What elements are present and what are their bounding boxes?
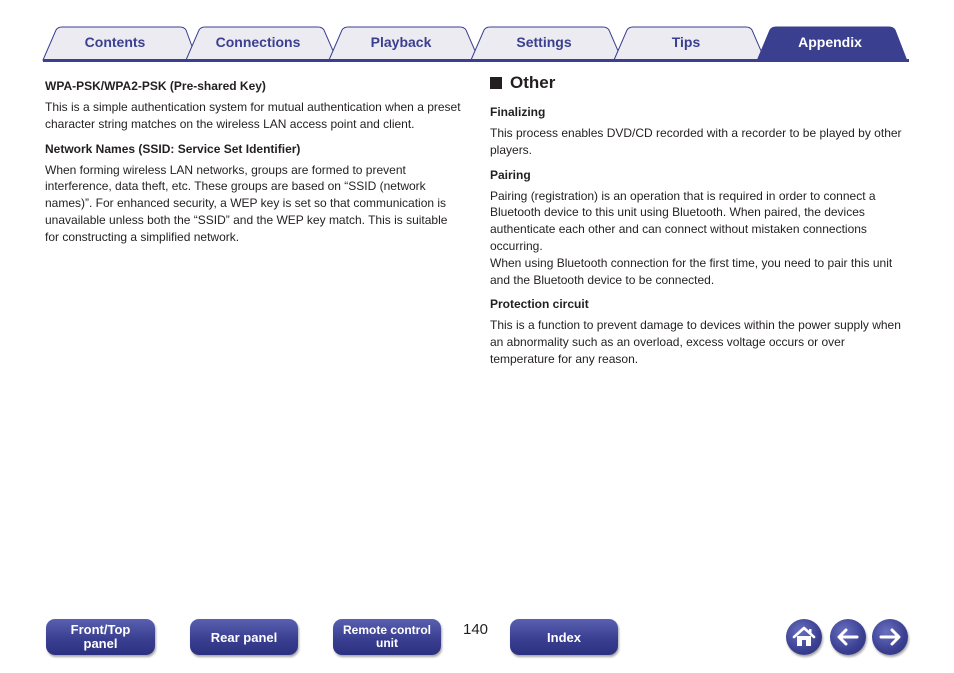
tab-bar	[0, 0, 954, 64]
tab-contents[interactable]: Contents	[84, 34, 146, 50]
index-button[interactable]	[510, 619, 618, 655]
back-button[interactable]	[830, 619, 866, 655]
black-square-icon	[490, 77, 502, 89]
section-title-text: Other	[510, 73, 556, 92]
right-column	[490, 73, 910, 376]
tab-baseline	[43, 59, 909, 62]
paragraph-ssid: When forming wireless LAN networks, groups are formed to prevent interference, data theft, etc. These groups are based on “SSID (network names)”. For enhanced security, a WEP key is set so that communication is unavailable unless both the “SSID” and the WEP key match. This is suitable for constructing a simplified network.	[45, 162, 448, 244]
front-top-panel-label-2: panel	[83, 636, 118, 651]
forward-button[interactable]	[872, 619, 908, 655]
paragraph-wpa-psk: This is a simple authentication system for mutual authentication when a preset character string matches on the wireless LAN access point and client.	[45, 100, 461, 131]
rear-panel-button[interactable]	[190, 619, 298, 655]
page-number: 140	[463, 621, 489, 638]
tab-shapes	[0, 0, 954, 64]
arrow-right-icon	[872, 619, 908, 655]
heading-protection-circuit: Protection circuit	[490, 297, 589, 312]
remote-control-label-2: unit	[376, 636, 398, 650]
heading-pairing: Pairing	[490, 167, 531, 182]
remote-control-label-1: Remote control	[342, 623, 431, 637]
paragraph-protection-circuit: This is a function to prevent damage to devices within the power supply when an abnormality such as an overload, excess voltage occurs or over temperature for any reason.	[490, 318, 901, 366]
tab-tips[interactable]: Tips	[671, 34, 701, 50]
heading-finalizing: Finalizing	[490, 105, 546, 119]
tab-connections[interactable]: Connections	[215, 34, 301, 50]
paragraph-finalizing: This process enables DVD/CD recorded with a recorder to be played by other players.	[490, 126, 902, 157]
tab-settings[interactable]: Settings	[516, 34, 572, 50]
tab-appendix[interactable]: Appendix	[798, 34, 862, 50]
tab-playback[interactable]: Playback	[370, 34, 432, 50]
home-button[interactable]	[786, 619, 822, 655]
arrow-left-icon	[830, 619, 866, 655]
paragraph-pairing-1: Pairing (registration) is an operation that is required in order to connect a Bluetooth device to this unit using Bluetooth. When paired, the devices authenticate each other and can connect without mistaken connections occurring.	[490, 188, 876, 253]
index-label: Index	[547, 629, 581, 645]
front-top-panel-label-1: Front/Top	[70, 622, 131, 637]
rear-panel-label: Rear panel	[210, 629, 278, 645]
home-icon	[786, 619, 822, 655]
remote-control-unit-button[interactable]	[333, 619, 441, 655]
section-title-other	[490, 72, 910, 94]
left-column	[45, 78, 465, 254]
heading-ssid: Network Names (SSID: Service Set Identifier)	[45, 141, 301, 156]
heading-wpa-psk: WPA-PSK/WPA2-PSK (Pre-shared Key)	[45, 79, 266, 93]
paragraph-pairing-2: When using Bluetooth connection for the first time, you need to pair this unit and the Bluetooth device to be connected.	[490, 255, 893, 287]
front-top-panel-button[interactable]	[46, 619, 155, 655]
